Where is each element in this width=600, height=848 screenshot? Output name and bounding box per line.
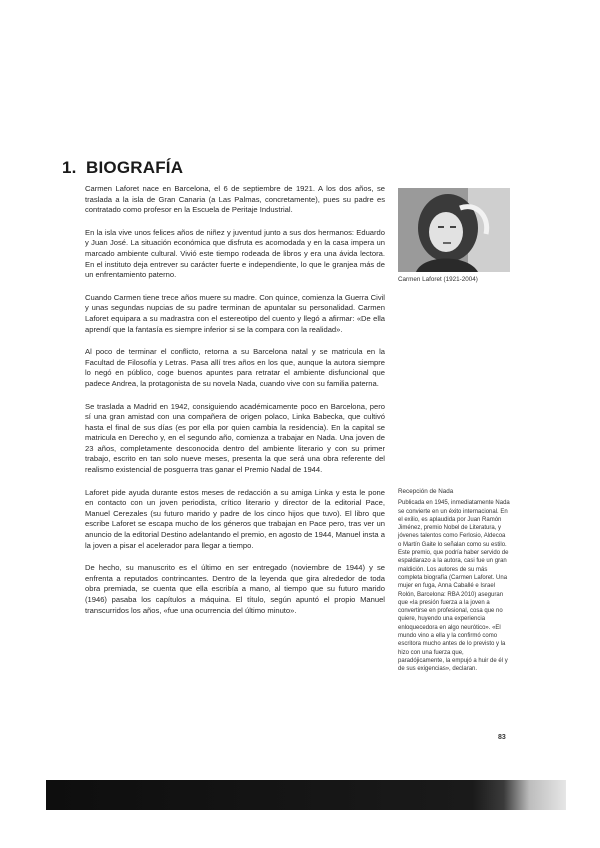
paragraph-4: Al poco de terminar el conflicto, retorna a su Barcelona natal y se matricula en la Facultad de Filosofía y Letras. Pasa allí tres años en los que, aunque la autora siempre lo negó en público, coge buenos apuntes para retratar el ambiente disfuncional que padece Andrea, la protagonista de su novela Nada, cuando vive con su familia paterna. <box>85 347 385 388</box>
footer-band <box>46 780 566 810</box>
body-column <box>85 184 385 628</box>
paragraph-5: Se traslada a Madrid en 1942, consiguiendo académicamente poco en Barcelona, pero sí una gran amistad con una compañera de origen polaco, Linka Babecka, que cultivó hasta el final de sus días (es por ella por quien cambia la residencia). En la capital se matricula en Derecho y, en el segundo año, comienza a trabajar en Nada. Una joven de 23 años, completamente desconocida dentro del ambiente literario y con su primer trabajo, escrito en tan solo nueve meses, presenta la que será una obra referente del realismo existencial de posguerra tras ganar el Premio Nadal de 1944. <box>85 401 385 475</box>
section-number: 1. <box>62 158 77 177</box>
paragraph-7: De hecho, su manuscrito es el último en ser entregado (noviembre de 1944) y se enfrenta a reputados contrincantes. Dentro de la leyenda que gira alrededor de toda obra premiada, se cuenta que ella escribía a mano, al tiempo que su futuro marido (1946) pasaba los capítulos a máquina. El título, según apuntó el propio Manuel transcurridos los años, «fue una ocurrencia del último minuto». <box>85 563 385 615</box>
sidebar-note <box>398 488 510 674</box>
paragraph-3: Cuando Carmen tiene trece años muere su madre. Con quince, comienza la Guerra Civil y unas segundas nupcias de su padre terminan de apuntalar su personalidad. Carmen Laforet equipara a su madrastra con el estereotipo del cuento y llegó a afirmar: «De ella aprendí que la fantasía es siempre inferior si se la compara con la realidad». <box>85 292 385 334</box>
sidebar-body: Publicada en 1945, inmediatamente Nada se convierte en un éxito internacional. En el exilio, es aplaudida por Juan Ramón Jiménez, premio Nobel de Literatura, y jóvenes talentos como Ferlosio, Aldecoa o Martín Gaite lo señalan como su estilo. Este premio, que podría haber servido de espaldarazo a la autora, casi fue un gran maldición. Los autores de su más completa biografía (Carmen Laforet. Una mujer en fuga, Anna Caballé e Israel Rolón, Barcelona: RBA 2010) aseguran que «la presión fuerza a la joven a convertirse en profesional, cosa que no quiere, huyendo una experiencia enloquecedora en algo neurótico». «El mundo vino a ella y la confirmó como escritora mucho antes de lo previsto y la hizo con una fuerza que, paradójicamente, la empujó a huir de él y de sus exigencias», declaran. <box>398 500 510 673</box>
portrait-image-icon <box>398 188 510 272</box>
page-number: 83 <box>498 734 506 741</box>
section-heading <box>62 158 183 178</box>
paragraph-1: Carmen Laforet nace en Barcelona, el 6 de septiembre de 1921. A los dos años, se traslada a la isla de Gran Canaria (a Las Palmas, concretamente), pues su padre es contratado como profesor en la Escuela de Peritaje Industrial. <box>85 184 385 215</box>
paragraph-2: En la isla vive unos felices años de niñez y juventud junto a sus dos hermanos: Eduardo y Juan José. La situación económica que disfruta es acomodada y en la casa impera un marcado ambiente cultural. Vivió este tiempo rodeada de libros y era una ávida lectora. En el instituto deja entrever su carácter fuerte e independiente, lo que le granjea más de un enfrentamiento paterno. <box>85 227 385 280</box>
section-title: BIOGRAFÍA <box>86 158 184 177</box>
author-portrait-photo <box>398 188 510 272</box>
sidebar-title: Recepción de Nada <box>398 488 454 495</box>
photo-caption: Carmen Laforet (1921-2004) <box>398 276 478 283</box>
paragraph-6: Laforet pide ayuda durante estos meses de redacción a su amiga Linka y esta le pone en contacto con un joven periodista, crítico literario y director de la editorial Pace, Manuel Cerezales (su futuro marido y padre de los cinco hijos que tuvo). El libro que escribe Laforet se escapa mucho de los géneros que trabajan en Pace pero, tras ver un anuncio de la editorial Destino adelantando el premio, en agosto de 1944, Manuel insta a la joven a pisar el acelerador para llegar a tiempo. <box>85 487 385 550</box>
